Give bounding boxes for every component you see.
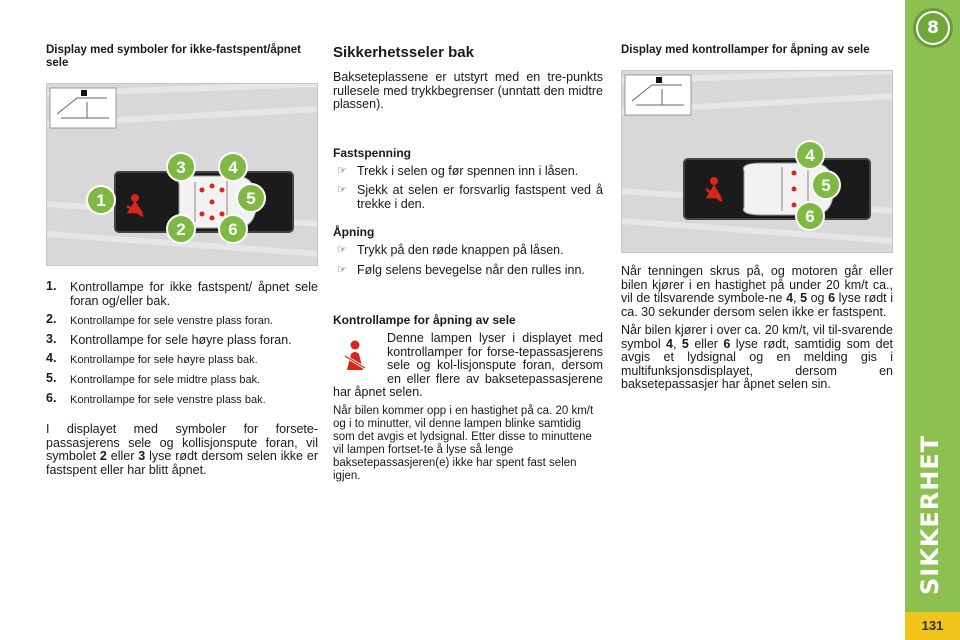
chapter-number: 8 bbox=[918, 13, 948, 43]
column-left bbox=[46, 44, 318, 477]
dashboard-illustration bbox=[47, 84, 318, 266]
seatbelt-lamp-figure bbox=[621, 70, 893, 253]
page-number: 131 bbox=[905, 612, 960, 640]
marker-circle-2 bbox=[167, 215, 195, 243]
svg-text:1: 1 bbox=[96, 191, 106, 210]
opening-list bbox=[333, 244, 603, 277]
legend-item: 5. Kontrollampe for sele midtre plass bak. bbox=[46, 371, 261, 386]
marker-circle-4 bbox=[219, 153, 247, 181]
subheading-fastening: Fastspenning bbox=[333, 145, 412, 160]
list-item: ☞ Trykk på den røde knappen på låsen. bbox=[337, 243, 564, 257]
marker-circle-3 bbox=[167, 153, 195, 181]
marker-circle-6 bbox=[219, 215, 247, 243]
svg-text:6: 6 bbox=[228, 220, 238, 239]
body-paragraph: Når bilen kjører i over ca. 20 km/t, vil til-svarende symbol 4, 5 eller 6 lyse rødt, samtidig som det avgis et lydsignal og en melding gis i multifunksjonsdisplayet, dersom en baksetepassasjer har åpnet selen sin. bbox=[621, 323, 894, 391]
marker-circle-1 bbox=[87, 186, 115, 214]
pointer-icon: ☞ bbox=[337, 263, 347, 276]
subheading-opening: Åpning bbox=[333, 225, 375, 239]
lamp-description: Denne lampen lyser i displayet med kontrollamper for forse-tepassasjerens sele og kol-lisjonspute foran, dersom en eller flere av baksetepassasjerene har åpnet selen. bbox=[333, 331, 603, 399]
legend-item: 2. Kontrollampe for sele venstre plass foran. bbox=[46, 312, 273, 327]
list-item: ☞ Sjekk at selen er forsvarlig fastspent ved å trekke i den. bbox=[337, 183, 603, 211]
column-middle bbox=[333, 44, 603, 483]
svg-text:5: 5 bbox=[821, 176, 831, 195]
section-heading: Display med symboler for ikke-fastspent/åpnet sele bbox=[46, 44, 301, 69]
legend-item: 1. Kontrollampe for ikke fastspent/ åpnet sele foran og/eller bak. bbox=[46, 279, 318, 308]
subheading-lamp: Kontrollampe for åpning av sele bbox=[333, 313, 516, 327]
chapter-badge bbox=[913, 8, 953, 48]
section-title: Sikkerhetsseler bak bbox=[333, 44, 474, 61]
column-right bbox=[621, 44, 893, 392]
marker-circle-6 bbox=[796, 202, 824, 230]
dashboard-illustration bbox=[622, 71, 893, 253]
body-paragraph: I displayet med symboler for forsete-passasjerens sele og kollisjonspute foran, vil symbolet 2 eller 3 lyse rødt dersom selen ikke er fastspent eller har blitt åpnet. bbox=[46, 422, 318, 477]
lamp-note: Når bilen kommer opp i en hastighet på ca. 20 km/t og i to minutter, vil denne lampen blinke samtidig som det avgis et lydsignal. Etter disse to minuttene vil lampen fortset-te å lyse så lenge baksetepassasjeren(e) ikke har spent fast selen igjen. bbox=[333, 404, 594, 482]
seatbelt-display-figure bbox=[46, 83, 318, 266]
svg-text:5: 5 bbox=[246, 189, 256, 208]
pointer-icon: ☞ bbox=[337, 184, 347, 196]
svg-text:4: 4 bbox=[805, 146, 815, 165]
list-item: ☞ Følg selens bevegelse når den rulles inn. bbox=[337, 262, 585, 277]
pointer-icon: ☞ bbox=[337, 244, 347, 256]
fastening-list bbox=[333, 165, 603, 212]
svg-text:6: 6 bbox=[805, 207, 815, 226]
legend-item: 3. Kontrollampe for sele høyre plass foran. bbox=[46, 332, 292, 347]
section-heading: Display med kontrollamper for åpning av sele bbox=[621, 44, 870, 56]
svg-text:4: 4 bbox=[228, 158, 238, 177]
marker-circle-5 bbox=[812, 171, 840, 199]
legend-item: 4. Kontrollampe for sele høyre plass bak. bbox=[46, 351, 258, 366]
svg-text:3: 3 bbox=[176, 158, 186, 177]
svg-text:2: 2 bbox=[176, 220, 186, 239]
pointer-icon: ☞ bbox=[337, 164, 347, 177]
legend-item: 6. Kontrollampe for sele venstre plass bak. bbox=[46, 391, 266, 406]
marker-circle-5 bbox=[237, 184, 265, 212]
intro-paragraph: Bakseteplassene er utstyrt med en tre-punkts rullesele med trykkbegrenser (unntatt den midtre plassen). bbox=[333, 70, 603, 111]
figure-legend bbox=[46, 280, 318, 407]
chapter-title: SIKKERHET bbox=[916, 434, 944, 595]
body-paragraph: Når tenningen skrus på, og motoren går eller bilen kjører i en hastighet på under 20 km/t ca., vil de tilsvarende symbole-ne 4, 5 og 6 lyse rødt i ca. 30 sekunder dersom selen ikke er fastspent. bbox=[621, 264, 893, 319]
list-item: ☞ Trekk i selen og før spennen inn i låsen. bbox=[337, 163, 579, 178]
seatbelt-warning-icon bbox=[337, 338, 373, 374]
marker-circle-4 bbox=[796, 141, 824, 169]
